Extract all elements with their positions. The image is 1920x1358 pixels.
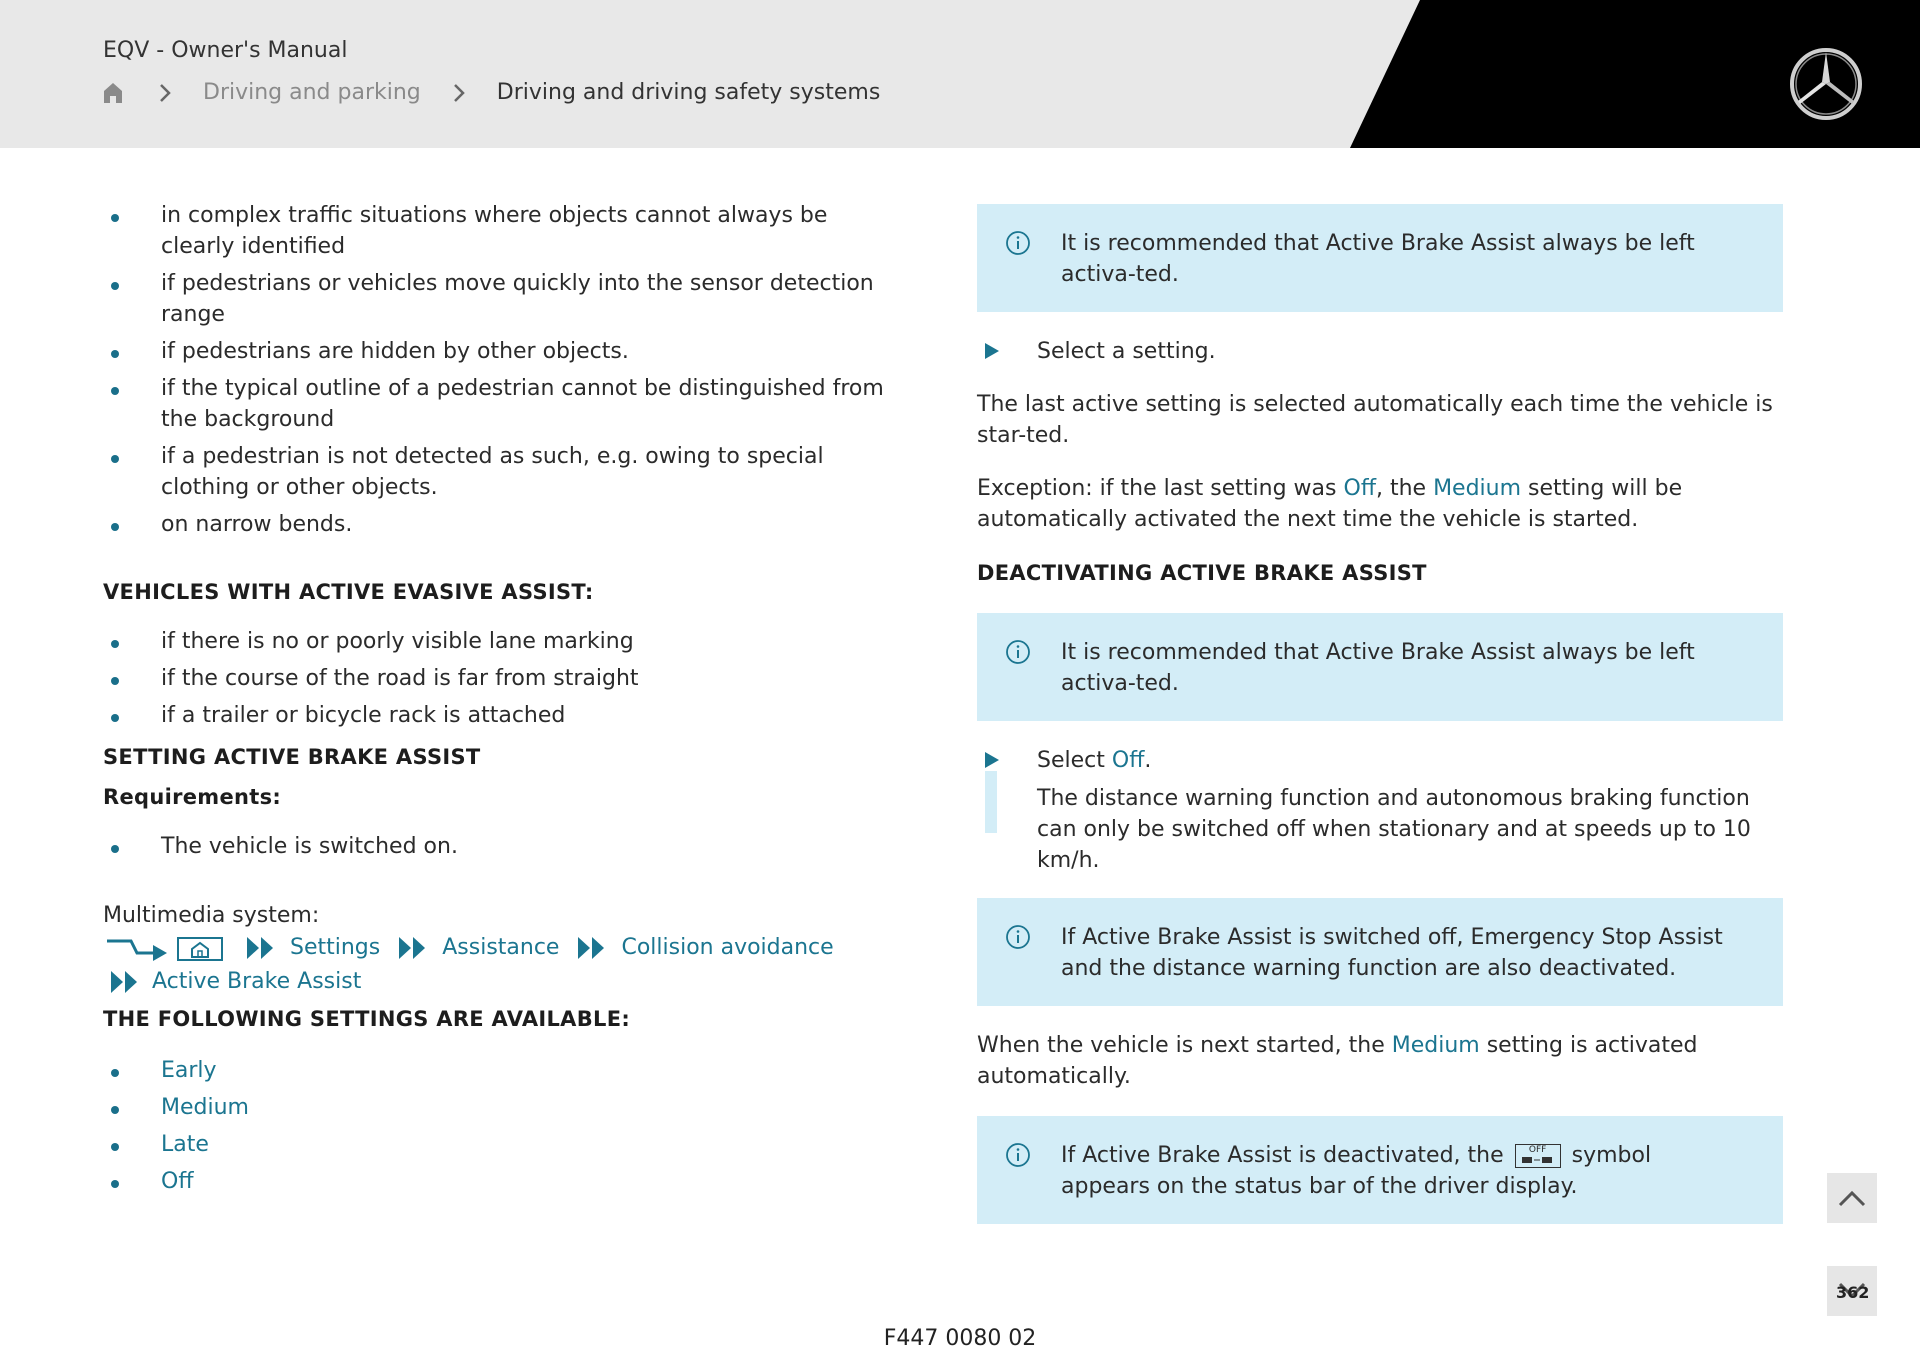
list-item: [103, 268, 903, 330]
list-item-text: if pedestrians are hidden by other objects.: [161, 339, 629, 364]
chevron-up-icon: [1837, 1188, 1867, 1208]
info-icon: [1005, 230, 1031, 256]
info-box: [977, 1116, 1783, 1224]
breadcrumb: [103, 80, 880, 105]
setting-off-ref: Off: [1111, 748, 1145, 773]
bullet: [111, 523, 119, 531]
list-item: [103, 336, 903, 367]
list-item-text: if pedestrians or vehicles move quickly into the sensor detection range: [161, 271, 874, 327]
bullet: [111, 455, 119, 463]
step-result-bar: [985, 771, 997, 833]
list-item-text: on narrow bends.: [161, 512, 353, 537]
info-text: If Active Brake Assist is deactivated, the: [1061, 1143, 1511, 1168]
heading-setting-brake-assist: SETTING ACTIVE BRAKE ASSIST: [103, 745, 481, 769]
info-text: If Active Brake Assist is switched off, Emergency Stop Assist and the distance warning function are also deactivated.: [1061, 925, 1723, 981]
document-title: EQV - Owner's Manual: [103, 38, 348, 63]
chevron-right-icon: [155, 82, 175, 104]
list-item-text: if there is no or poorly visible lane marking: [161, 629, 634, 654]
info-text: It is recommended that Active Brake Assist always be left activa-ted.: [1061, 640, 1695, 696]
list-item-text: Medium: [161, 1095, 249, 1120]
bullet: [111, 387, 119, 395]
home-icon[interactable]: [103, 82, 123, 104]
limitations-list: [103, 200, 903, 540]
instruction-step: [977, 336, 1783, 367]
bullet: [111, 1069, 119, 1077]
step-detail: The distance warning function and autonomous braking function can only be switched off when stationary and at speeds up to 10 km/h.: [1037, 786, 1751, 873]
bullet: [111, 1143, 119, 1151]
evasive-assist-list: [103, 626, 903, 731]
scroll-to-top-button[interactable]: [1827, 1173, 1877, 1223]
settings-list: [103, 1055, 903, 1197]
instruction-step: Select Off. The distance warning function and autonomous braking function can only be switched off when stationary and at speeds up to 10 km/h.: [977, 745, 1783, 876]
document-code: F447 0080 02: [883, 1326, 1037, 1351]
paragraph: The last active setting is selected automatically each time the vehicle is star-ted.: [977, 392, 1773, 448]
heading-available-settings: THE FOLLOWING SETTINGS ARE AVAILABLE:: [103, 1007, 631, 1031]
info-text: symbol appears on the status bar of the driver display.: [1061, 1143, 1652, 1199]
nav-active-brake-assist-link[interactable]: Active Brake Assist: [152, 969, 362, 994]
paragraph-next-start: When the vehicle is next started, the Medium setting is activated automatically.: [977, 1033, 1698, 1089]
double-chevron-icon: [397, 935, 429, 961]
setting-medium-ref: Medium: [1433, 476, 1522, 501]
menu-arrow-icon: [103, 933, 169, 963]
list-item: [103, 831, 903, 862]
bullet: [111, 845, 119, 853]
list-item: [103, 626, 903, 657]
list-item: [103, 509, 903, 540]
double-chevron-icon: [245, 935, 277, 961]
list-item-text: if the course of the road is far from straight: [161, 666, 639, 691]
double-chevron-icon: [576, 935, 608, 961]
info-text: It is recommended that Active Brake Assist always be left activa-ted.: [1061, 231, 1695, 287]
left-column: [103, 200, 903, 1203]
chevron-right-icon: [449, 82, 469, 104]
requirements-label: Requirements:: [103, 785, 282, 809]
nav-settings-link[interactable]: Settings: [290, 935, 381, 960]
list-item-text: if a trailer or bicycle rack is attached: [161, 703, 566, 728]
heading-evasive-assist: VEHICLES WITH ACTIVE EVASIVE ASSIST:: [103, 580, 594, 604]
info-box: [977, 613, 1783, 721]
page-number: 362: [1836, 1283, 1870, 1302]
breadcrumb-current: Driving and driving safety systems: [496, 80, 881, 105]
navigation-path: [103, 931, 903, 999]
list-item-text: The vehicle is switched on.: [161, 834, 458, 859]
list-item-text: Late: [161, 1132, 209, 1157]
bullet: [111, 350, 119, 358]
info-icon: [1005, 1142, 1031, 1168]
list-item-text: if a pedestrian is not detected as such, e.g. owing to special clothing or other objects.: [161, 444, 824, 500]
info-box: [977, 204, 1783, 312]
page-header: [0, 0, 1920, 148]
list-item-text: if the typical outline of a pedestrian cannot be distinguished from the background: [161, 376, 884, 432]
bullet: [111, 214, 119, 222]
home-box-icon[interactable]: [176, 933, 226, 963]
info-icon: [1005, 639, 1031, 665]
heading-deactivating: DEACTIVATING ACTIVE BRAKE ASSIST: [977, 561, 1427, 585]
info-icon: [1005, 924, 1031, 950]
step-arrow-icon: [985, 343, 999, 359]
bullet: [111, 1106, 119, 1114]
list-item: [103, 200, 903, 262]
multimedia-label: Multimedia system:: [103, 903, 320, 928]
setting-option-early[interactable]: [103, 1055, 903, 1086]
bullet: [111, 282, 119, 290]
list-item: [103, 373, 903, 435]
step-arrow-icon: [985, 752, 999, 768]
list-item: [103, 441, 903, 503]
setting-medium-ref: Medium: [1391, 1033, 1480, 1058]
step-text: Select a setting.: [1037, 339, 1216, 364]
list-item-text: in complex traffic situations where objects cannot always be clearly identified: [161, 203, 828, 259]
mercedes-star-logo: [1788, 46, 1864, 122]
list-item-text: Off: [161, 1169, 194, 1194]
setting-option-off[interactable]: [103, 1166, 903, 1197]
setting-option-late[interactable]: [103, 1129, 903, 1160]
list-item: [103, 663, 903, 694]
info-box: [977, 898, 1783, 1006]
list-item-text: Early: [161, 1058, 217, 1083]
bullet: [111, 640, 119, 648]
breadcrumb-driving-and-parking[interactable]: Driving and parking: [203, 80, 421, 105]
nav-assistance-link[interactable]: Assistance: [442, 935, 560, 960]
list-item: [103, 700, 903, 731]
bullet: [111, 714, 119, 722]
requirements-list: [103, 831, 903, 862]
bullet: [111, 1180, 119, 1188]
right-column: [977, 204, 1783, 1224]
nav-collision-avoidance-link[interactable]: Collision avoidance: [621, 935, 834, 960]
brake-assist-off-symbol-icon: OFF: [1515, 1144, 1561, 1168]
setting-off-ref: Off: [1343, 476, 1376, 501]
paragraph-exception: Exception: if the last setting was Off, the Medium setting will be automatically activated the next time the vehicle is started.: [977, 476, 1683, 532]
double-chevron-icon: [109, 969, 141, 995]
setting-option-medium[interactable]: [103, 1092, 903, 1123]
bullet: [111, 677, 119, 685]
